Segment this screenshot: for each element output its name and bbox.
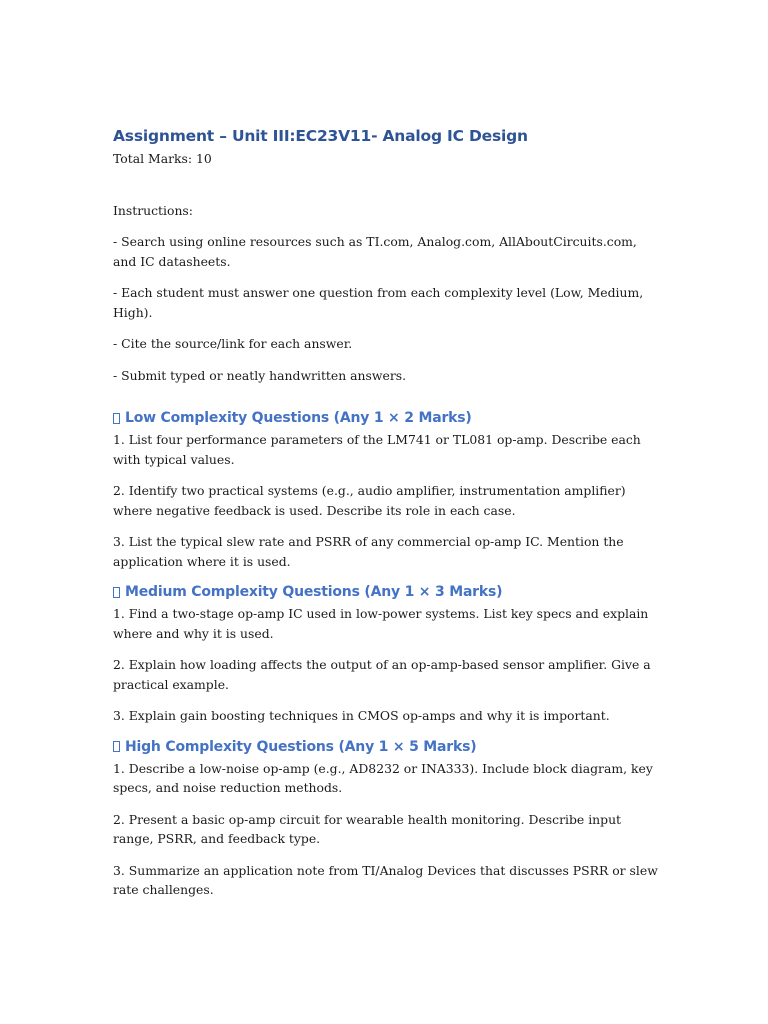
section-heading-low [113, 407, 658, 429]
section-heading-text: Low Complexity Questions (Any 1 × 2 Marks) [125, 410, 472, 426]
total-marks: Total Marks: 10 [113, 151, 212, 166]
section-heading-text: Medium Complexity Questions (Any 1 × 3 Marks) [125, 584, 503, 600]
instruction-item: - Cite the source/link for each answer. [113, 336, 353, 351]
question-item: 1. Find a two-stage op-amp IC used in low-power systems. List key specs and explain where and why it is used. [113, 606, 649, 641]
section-heading-high [113, 736, 658, 758]
section-heading-medium [113, 581, 658, 603]
question-item: 2. Present a basic op-amp circuit for wearable health monitoring. Describe input range, PSRR, and feedback type. [113, 811, 622, 846]
instruction-item: - Search using online resources such as TI.com, Analog.com, AllAboutCircuits.com, and IC datasheets. [113, 234, 637, 269]
section-heading-text: High Complexity Questions (Any 1 × 5 Marks) [125, 738, 477, 755]
instruction-item: - Each student must answer one question from each complexity level (Low, Medium, High). [113, 285, 644, 320]
question-item: 3. Summarize an application note from TI/Analog Devices that discusses PSRR or slew rate challenges. [113, 862, 658, 897]
question-item: 1. List four performance parameters of the LM741 or TL081 op-amp. Describe each with typical values. [113, 432, 641, 467]
instructions-heading: Instructions: [113, 202, 193, 218]
question-item: 2. Explain how loading affects the output of an op-amp-based sensor amplifier. Give a practical example. [113, 657, 651, 692]
question-item: 2. Identify two practical systems (e.g., audio amplifier, instrumentation amplifier) where negative feedback is used. Describe its role in each case. [113, 483, 626, 518]
document-page [113, 124, 658, 900]
instruction-item: - Submit typed or neatly handwritten answers. [113, 367, 407, 383]
question-item: 1. Describe a low-noise op-amp (e.g., AD8232 or INA333). Include block diagram, key specs, and noise reduction methods. [113, 760, 653, 795]
missing-glyph-box-icon [113, 413, 120, 424]
missing-glyph-box-icon [113, 587, 120, 598]
document-title: Assignment – Unit III:EC23V11- Analog IC Design [113, 127, 528, 145]
missing-glyph-box-icon [113, 741, 120, 752]
question-item: 3. List the typical slew rate and PSRR of any commercial op-amp IC. Mention the application where it is used. [113, 534, 624, 569]
question-item: 3. Explain gain boosting techniques in CMOS op-amps and why it is important. [113, 708, 610, 723]
